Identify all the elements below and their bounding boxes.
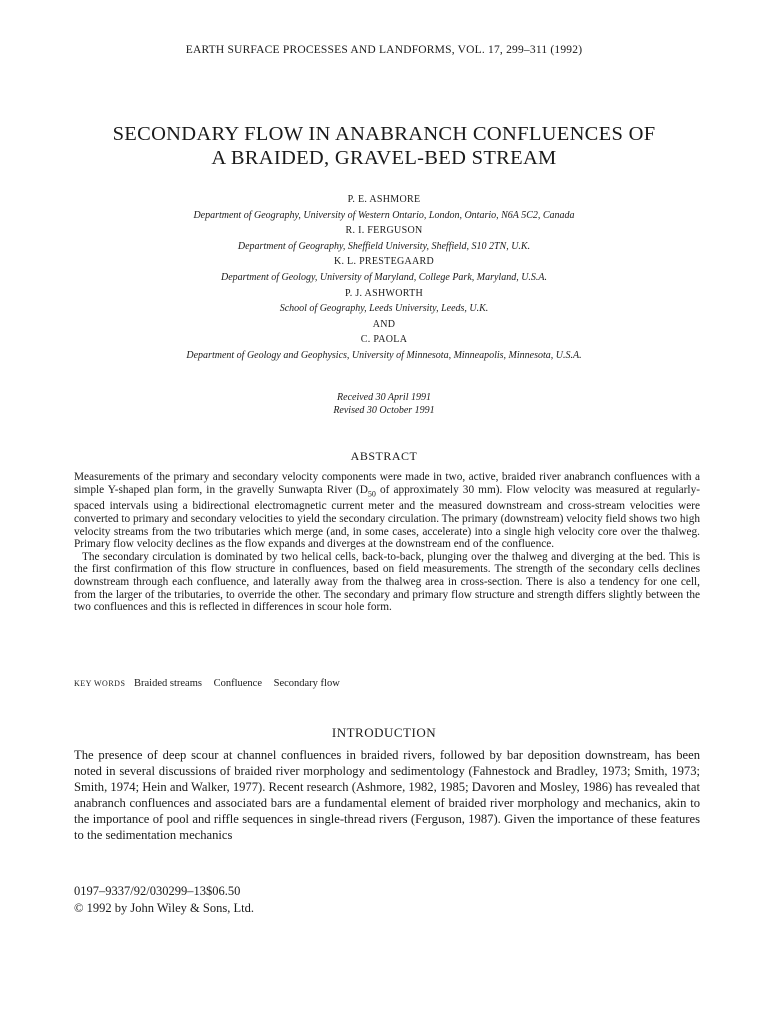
keyword: Confluence xyxy=(213,678,262,689)
author-affiliation: Department of Geology and Geophysics, University of Minnesota, Minneapolis, Minnesota, U.S.A. xyxy=(186,349,582,361)
copyright-notice: © 1992 by John Wiley & Sons, Ltd. xyxy=(74,901,254,915)
received-date: Received 30 April 1991 xyxy=(337,392,431,403)
author-affiliation: Department of Geography, Sheffield University, Sheffield, S10 2TN, U.K. xyxy=(237,240,531,252)
introduction-body xyxy=(74,747,700,844)
author-name: P. J. ASHWORTH xyxy=(344,287,424,299)
author-name: K. L. PRESTEGAARD xyxy=(333,256,435,268)
author-name: R. I. FERGUSON xyxy=(345,225,423,237)
author-affiliation: School of Geography, Leeds University, Leeds, U.K. xyxy=(279,303,489,315)
article-code: 0197–9337/92/030299–13$06.50 xyxy=(74,884,241,898)
author-name: P. E. ASHMORE xyxy=(347,194,421,205)
keywords-line xyxy=(74,678,700,689)
author-block xyxy=(0,192,768,364)
introduction-paragraph: The presence of deep scour at channel confluences in braided rivers, followed by bar deposition downstream, has been noted in several discussions of braided river morphology and sedimentology (Fahnestock and Bradley, 1973; Smith, 1973; Smith, 1974; Hein and Walker, 1977). Recent research (Ashmore, 1982, 1985; Davoren and Mosley, 1986) has revealed that anabranch confluences and associated bars are a fundamental element of braided river morphology and mechanics, akin to the importance of pool and riffle sequences in single-thread rivers (Ferguson, 1987). Given the importance of these features to the sedimentation mechanics xyxy=(74,748,700,843)
journal-header: EARTH SURFACE PROCESSES AND LANDFORMS, VOL. 17, 299–311 (1992) xyxy=(185,44,583,56)
abstract-text: of approximately 30 mm). Flow velocity was measured at regularly-spaced intervals using a bidirectional electromagnetic current meter and the measured downstream and cross-stream velocities were converted to primary and secondary velocities to yield the secondary circulation. The primary (downstream) velocity field shows two high velocity streams from the two tributaries which merge (and, in some cases, accelerate) into a single high velocity core over the thalweg. Primary flow velocity declines as the flow expands and diverges at the downstream end of the confluence. xyxy=(74,483,700,551)
keyword: Secondary flow xyxy=(273,678,340,689)
author-affiliation: Department of Geography, University of Western Ontario, London, Ontario, N6A 5C2, Canada xyxy=(193,209,575,221)
copyright-footer xyxy=(74,883,254,917)
and-separator: AND xyxy=(372,318,396,330)
title-line-2: A BRAIDED, GRAVEL-BED STREAM xyxy=(211,147,557,169)
subscript: 50 xyxy=(367,488,376,498)
author-affiliation: Department of Geology, University of Maryland, College Park, Maryland, U.S.A. xyxy=(220,271,548,283)
paper-title xyxy=(0,122,768,170)
abstract-text: Measurements of the primary and secondary velocity components were made in two, active, braided river anabranch confluences with a simple Y-shaped plan form, in the gravelly Sunwapta River (D xyxy=(74,471,700,496)
introduction-heading: INTRODUCTION xyxy=(331,725,437,740)
keyword: Braided streams xyxy=(134,678,202,689)
keywords-label: KEY WORDS xyxy=(74,679,126,688)
title-line-1: SECONDARY FLOW IN ANABRANCH CONFLUENCES OF xyxy=(112,123,656,145)
abstract-paragraph xyxy=(74,471,700,551)
abstract-paragraph: The secondary circulation is dominated by two helical cells, back-to-back, plunging over the thalweg and diverging at the bed. This is the first confirmation of this flow structure in confluences, based on field measurements. The strength of the secondary cells declines downstream through each confluence, and laterally away from the thalweg area in cross-section. There is also a tendency for one cell, from the larger of the tributaries, to override the other. The secondary and primary flow structure and strength differs slightly between the two confluences and this is reflected in differences in scour hole form. xyxy=(74,550,700,614)
revised-date: Revised 30 October 1991 xyxy=(333,405,435,416)
abstract-body xyxy=(74,471,700,614)
author-name: C. PAOLA xyxy=(360,334,408,346)
abstract-heading: ABSTRACT xyxy=(350,449,418,463)
submission-dates xyxy=(0,391,768,417)
